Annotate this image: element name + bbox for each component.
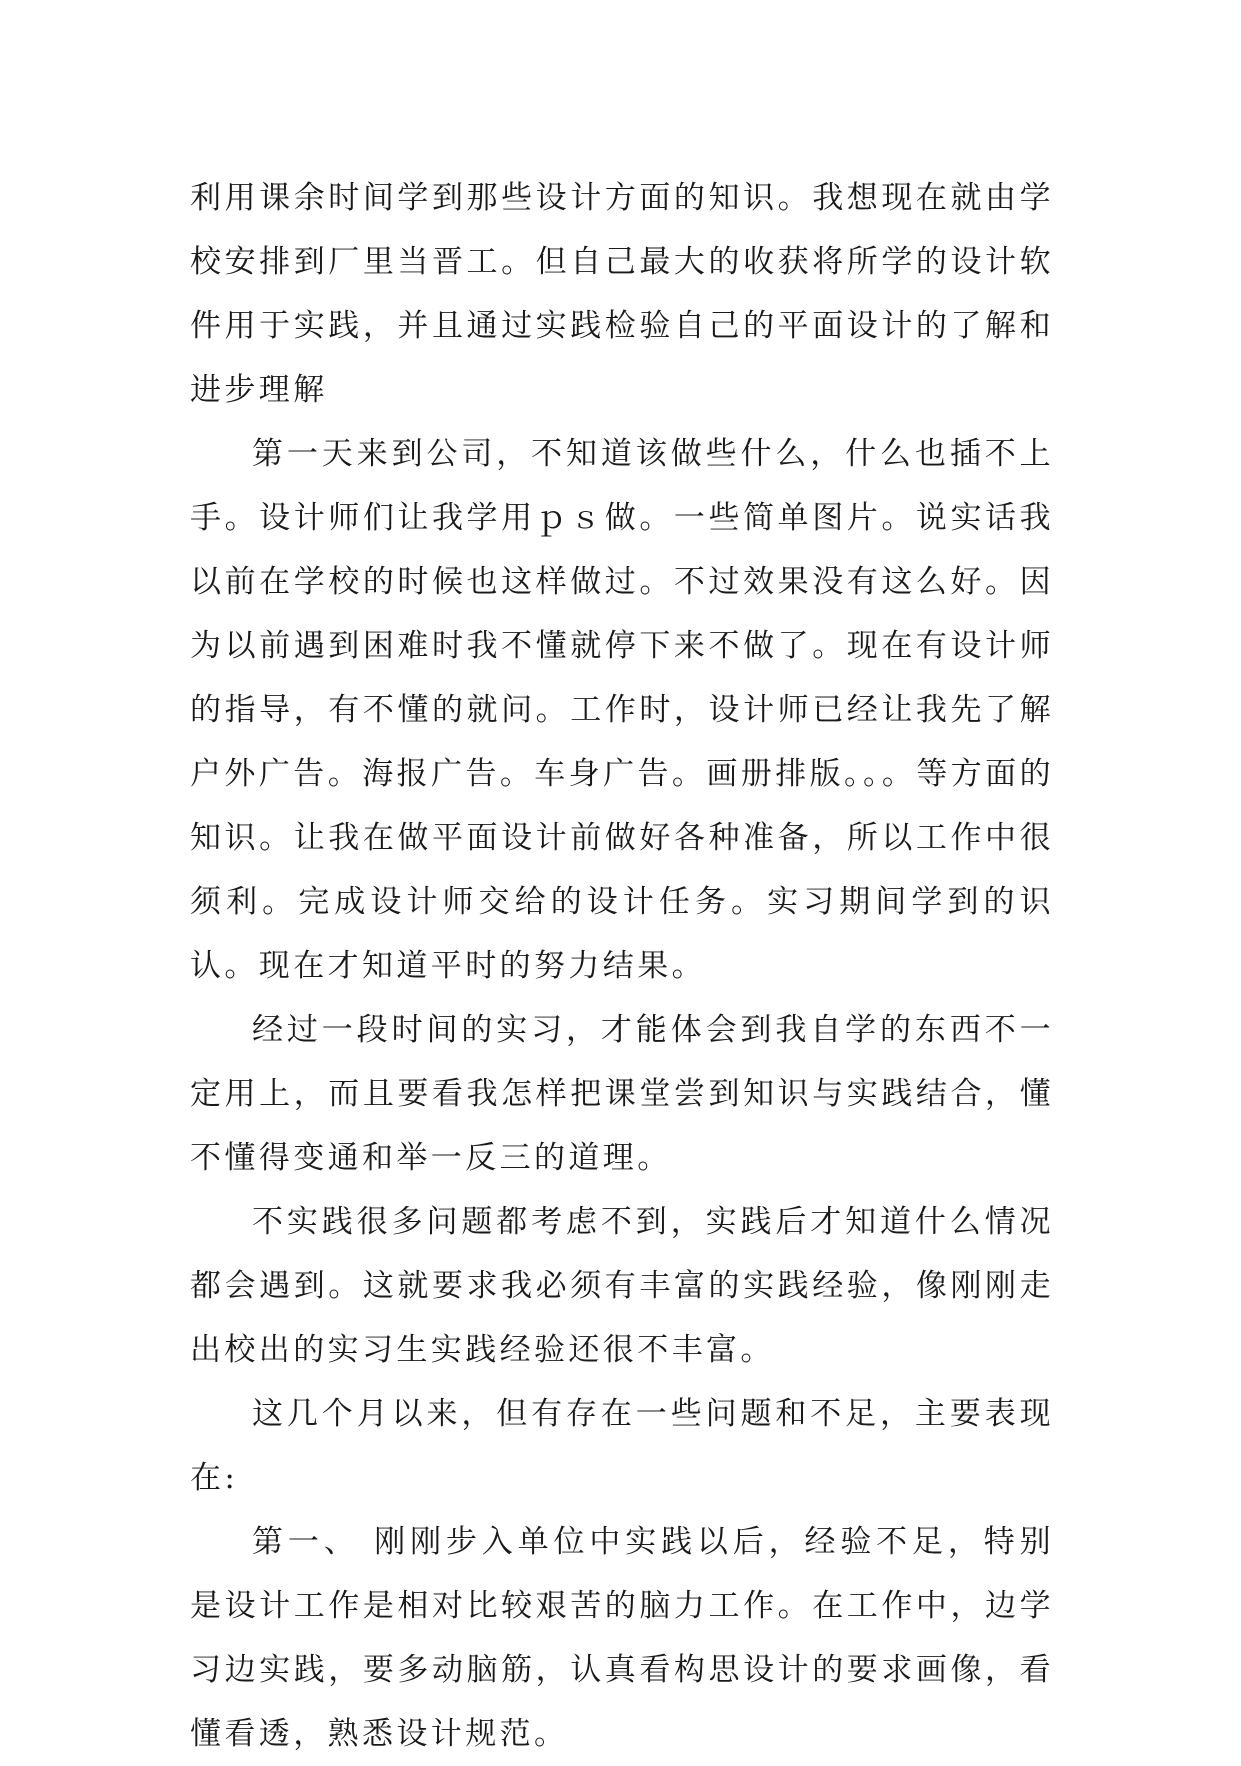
paragraph-5: 这几个月以来，但有存在一些问题和不足，主要表现在: — [190, 1396, 1054, 1496]
paragraph-3: 经过一段时间的实习，才能体会到我自学的东西不一定用上，而且要看我怎样把课堂尝到知识与实践结合，懂不懂得变通和举一反三的道理。 — [190, 1012, 1054, 1176]
paragraph-1: 利用课余时间学到那些设计方面的知识。我想现在就由学校安排到厂里当晋工。但自己最大的收获将所学的设计软件用于实践，并且通过实践检验自己的平面设计的了解和进步理解 — [190, 180, 1054, 408]
paragraph-2: 第一天来到公司，不知道该做些什么，什么也插不上手。设计师们让我学用ｐｓ做。一些简单图片。说实话我以前在学校的时候也这样做过。不过效果没有这么好。因为以前遇到困难时我不懂就停下来不做了。现在有设计师的指导，有不懂的就问。工作时，设计师已经让我先了解户外广告。海报广告。车身广告。画册排版。。。等方面的知识。让我在做平面设计前做好各种准备，所以工作中很须利。完成设计师交给的设计任务。实习期间学到的识认。现在才知道平时的努力结果。 — [190, 436, 1054, 984]
paragraph-6: 第一、 刚刚步入单位中实践以后，经验不足，特别是设计工作是相对比较艰苦的脑力工作。在工作中，边学习边实践，要多动脑筋，认真看构思设计的要求画像，看懂看透，熟悉设计规范。 — [190, 1524, 1054, 1752]
document-body — [190, 166, 1054, 1766]
paragraph-4: 不实践很多问题都考虑不到，实践后才知道什么情况都会遇到。这就要求我必须有丰富的实践经验，像刚刚走出校出的实习生实践经验还很不丰富。 — [190, 1204, 1054, 1368]
